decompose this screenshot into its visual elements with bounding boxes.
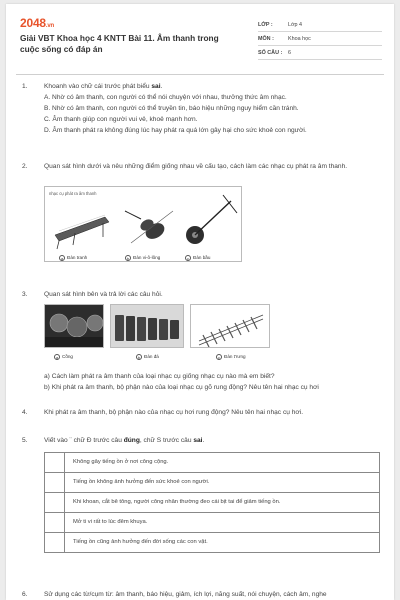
caption-b <box>136 352 159 361</box>
caption-mark: b <box>126 255 130 261</box>
image-heading: nhạc cụ phát ra âm thanh <box>49 191 97 196</box>
caption-b <box>125 253 160 262</box>
instruments-image <box>44 186 242 262</box>
table-row <box>45 493 380 513</box>
instruments-illustration <box>45 187 242 262</box>
caption-label: Cồng <box>62 354 73 359</box>
answer-box[interactable] <box>45 453 65 473</box>
bamboo-xylophone-icon <box>191 305 270 348</box>
option-c: C. Âm thanh giúp con người vui vẻ, khoẻ mạnh hơn. <box>44 116 198 123</box>
meta-row-count <box>258 46 382 60</box>
question-text-post: . <box>202 437 205 444</box>
answer-box[interactable] <box>45 533 65 553</box>
option-a: A. Nhờ có âm thanh, con người có thể nói chuyện với nhau, thưởng thức âm nhạc. <box>44 94 287 101</box>
statement-text: Tiếng ồn cũng ảnh hưởng đến đời sống các con vật. <box>65 533 380 553</box>
question-number: 4. <box>22 409 28 416</box>
true-false-table <box>44 452 380 553</box>
header-divider <box>16 74 384 75</box>
lithophone-icon <box>111 305 184 348</box>
meta-row-grade <box>258 18 382 32</box>
question-number: 6. <box>22 591 28 598</box>
table-row <box>45 533 380 553</box>
table-row <box>45 473 380 493</box>
meta-table <box>258 18 382 60</box>
option-b: B. Nhờ có âm thanh, con người có thể truyền tin, báo hiệu những nguy hiểm cần tránh. <box>44 105 299 112</box>
document-header <box>20 16 382 68</box>
option-d: D. Âm thanh phát ra không đúng lúc hay phát ra quá lớn gây hại cho sức khoẻ con người. <box>44 127 307 134</box>
caption-label: Đàn đá <box>144 354 159 359</box>
answer-box[interactable] <box>45 513 65 533</box>
question-text-bold: sai <box>151 83 161 90</box>
question-number: 3. <box>22 291 28 298</box>
caption-label: Đàn tranh <box>67 255 88 260</box>
question-text-pre: Viết vào ¨ chữ Đ trước câu <box>44 437 124 444</box>
meta-key: MÔN : <box>258 35 274 42</box>
caption-mark: c <box>218 354 220 360</box>
question-number: 1. <box>22 83 28 90</box>
subquestion-b: b) Khi phát ra âm thanh, bộ phận nào của loại nhạc cụ gõ rung động? Nêu tên hai nhạc cụ hơi <box>44 384 319 391</box>
caption-mark: a <box>60 255 64 261</box>
statement-text: Không gây tiếng ồn ở nơi công cộng. <box>65 453 380 473</box>
caption-mark: b <box>137 354 141 360</box>
question-text: Quan sát hình bên và trả lời các câu hỏi. <box>44 291 163 298</box>
answer-box[interactable] <box>45 493 65 513</box>
meta-value: Lớp 4 <box>288 21 303 28</box>
question-text: Khi phát ra âm thanh, bộ phận nào của nhạc cụ hơi rung động? Nêu tên hai nhạc cụ hơi. <box>44 409 304 416</box>
question-text: Quan sát hình dưới và nêu những điểm giống nhau về cấu tạo, cách làm các nhạc cụ phát ra âm thanh. <box>44 163 348 170</box>
question-text-mid: , chữ S trước câu <box>139 437 194 444</box>
caption-label: Đàn bầu <box>193 255 211 260</box>
question-text: Sử dụng các từ/cụm từ: âm thanh, báo hiệu, giảm, ích lợi, năng suất, nói chuyện, cách âm, nghe <box>44 591 327 598</box>
question-text-bold: đúng <box>123 437 140 444</box>
monochord-icon <box>186 195 237 244</box>
trung-image <box>190 304 270 348</box>
meta-value: Khoa học <box>288 35 311 42</box>
caption-mark: c <box>187 255 189 261</box>
zither-icon <box>55 215 109 249</box>
caption-label: Đàn t'rưng <box>224 354 246 359</box>
subquestion-a: a) Cách làm phát ra âm thanh của loại nhạc cụ giống nhạc cụ nào mà em biết? <box>44 373 275 380</box>
statement-text: Khi khoan, cắt bê tông, người công nhân thường đeo cái bịt tai để giảm tiếng ồn. <box>65 493 380 513</box>
caption-c <box>185 253 210 262</box>
caption-mark: a <box>55 354 59 360</box>
logo-suffix: .vn <box>45 23 54 29</box>
violin-icon <box>125 211 173 243</box>
gong-image <box>44 304 104 348</box>
question-text-pre: Khoanh vào chữ cái trước phát biểu <box>44 83 152 90</box>
site-logo[interactable] <box>20 16 54 30</box>
meta-key: LỚP : <box>258 21 273 28</box>
table-row <box>45 453 380 473</box>
meta-key: SỐ CÂU : <box>258 49 283 56</box>
question-text <box>44 436 380 445</box>
question-text-post: . <box>160 83 163 90</box>
meta-value: 6 <box>288 49 291 56</box>
meta-row-subject <box>258 32 382 46</box>
statement-text: Mở ti vi rất to lúc đêm khuya. <box>65 513 380 533</box>
gong-icon <box>45 305 104 348</box>
question-text <box>44 82 380 91</box>
caption-a <box>59 253 87 262</box>
question-number: 2. <box>22 163 28 170</box>
caption-c <box>216 352 246 361</box>
caption-a <box>54 352 73 361</box>
answer-box[interactable] <box>45 473 65 493</box>
document-page <box>6 4 394 600</box>
logo-text: 2048 <box>20 16 46 30</box>
question-number: 5. <box>22 437 28 444</box>
table-row <box>45 513 380 533</box>
document-title: Giải VBT Khoa học 4 KNTT Bài 11. Âm thanh trong cuộc sống có đáp án <box>20 33 219 54</box>
caption-label: Đàn vi-ô-lông <box>133 255 161 260</box>
lithophone-image <box>110 304 184 348</box>
question-text-bold: sai <box>193 437 203 444</box>
statement-text: Tiếng ồn không ảnh hưởng đến sức khoẻ con người. <box>65 473 380 493</box>
